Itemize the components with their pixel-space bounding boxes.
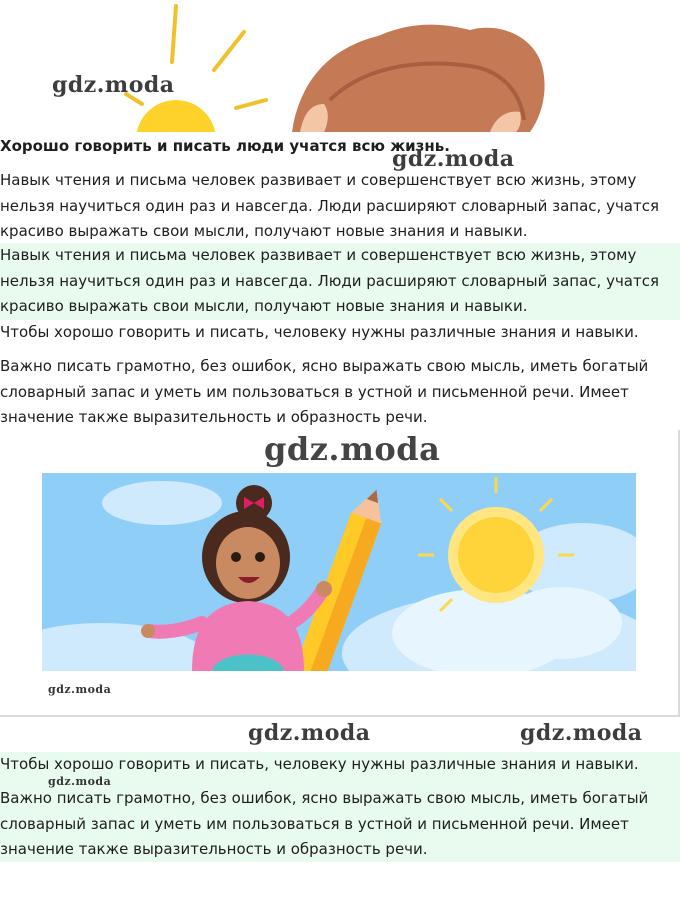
watermark: gdz.moda — [248, 720, 371, 746]
watermark: gdz.moda — [48, 775, 112, 788]
header-illustration — [0, 0, 680, 132]
watermark: gdz.moda — [48, 683, 112, 696]
watermark: gdz.moda — [264, 430, 441, 468]
section-heading: Хорошо говорить и писать люди учатся всю жизнь. — [0, 137, 450, 155]
watermark: gdz.moda — [520, 720, 643, 746]
girl-with-pencil-illustration — [42, 473, 636, 671]
watermark: gdz.moda — [392, 146, 515, 172]
watermark: gdz.moda — [52, 72, 175, 98]
bottom-important-paragraph: Важно писать грамотно, без ошибок, ясно выражать свою мысль, иметь богатый словарный запас и уметь им пользоваться в устной и письменной речи. Имеет значение также выразительность и образность речи. — [0, 789, 649, 859]
illustration-card — [0, 430, 680, 717]
bottom-skills-line: Чтобы хорошо говорить и писать, человеку нужны различные знания и навыки. — [0, 755, 639, 773]
paragraph-reading-writing: Навык чтения и письма человек развивает и совершенствует всю жизнь, этому нельзя научиться один раз и навсегда. Люди расширяют словарный запас, учатся красиво выражать свои мысли, получают новые знания и навыки. — [0, 171, 660, 241]
highlighted-paragraph: Навык чтения и письма человек развивает и совершенствует всю жизнь, этому нельзя научиться один раз и навсегда. Люди расширяют словарный запас, учатся красиво выражать свои мысли, получают новые знания и навыки. — [0, 243, 680, 320]
skills-line: Чтобы хорошо говорить и писать, человеку нужны различные знания и навыки. — [0, 323, 639, 341]
highlighted-answer-block — [0, 752, 680, 862]
sun-and-boy-illustration — [0, 0, 680, 132]
paragraph-important: Важно писать грамотно, без ошибок, ясно выражать свою мысль, иметь богатый словарный запас и уметь им пользоваться в устной и письменной речи. Имеет значение также выразительность и образность речи. — [0, 357, 649, 427]
